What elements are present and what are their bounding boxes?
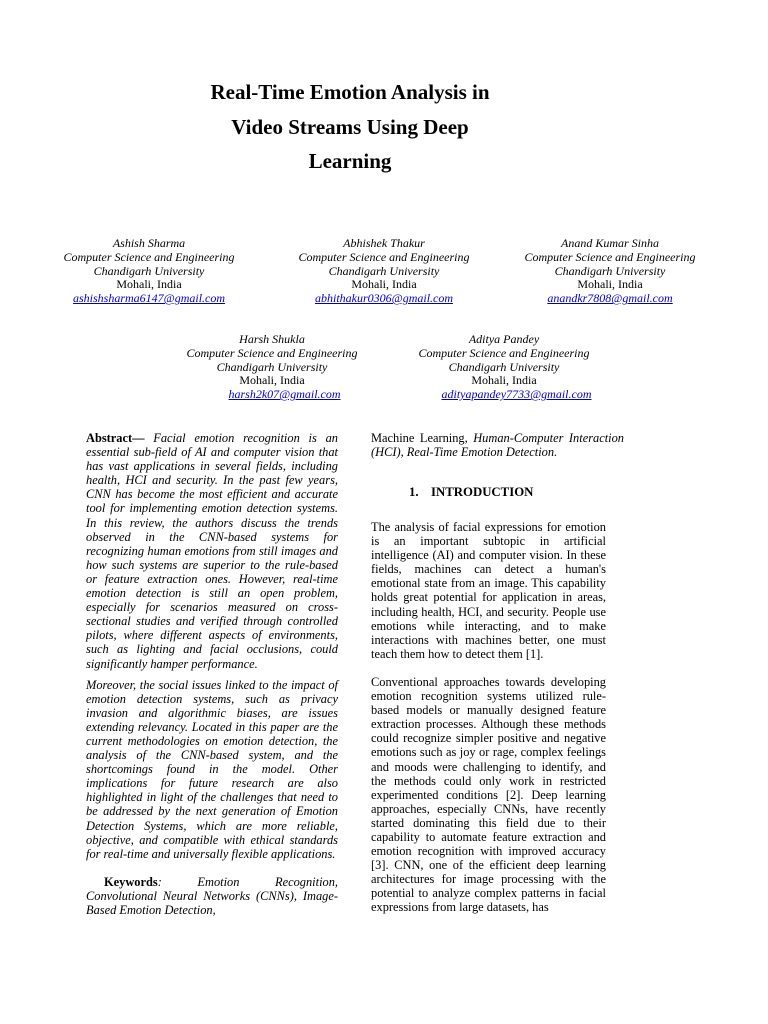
author-university: Chandigarh University: [216, 359, 328, 374]
author-university: Chandigarh University: [554, 263, 666, 278]
keywords-cont-italic: Human-Computer Interaction (HCI), Real-Time Emotion Detection.: [371, 431, 624, 460]
author-location: Mohali, India: [577, 277, 643, 292]
author-block-2: [269, 237, 499, 306]
title-line-3: Learning: [308, 149, 392, 173]
author-dept: Computer Science and Engineering: [298, 249, 470, 264]
author-dept: Computer Science and Engineering: [524, 249, 696, 264]
author-name: Aditya Pandey: [468, 332, 540, 346]
title-line-1: Real-Time Emotion Analysis in: [210, 80, 490, 104]
author-name: Ashish Sharma: [112, 236, 186, 250]
author-location: Mohali, India: [116, 277, 182, 292]
keywords-continuation: [371, 431, 624, 459]
keywords-text: : Emotion Recognition, Convolutional Neural Networks (CNNs), Image-Based Emotion Detection,: [86, 874, 338, 917]
title-line-2: Video Streams Using Deep: [231, 115, 469, 139]
abstract-paragraph-2: Moreover, the social issues linked to the impact of emotion detection systems, such as privacy invasion and algorithmic biases, are issues extending relevancy. Located in this paper are the current methodologies on emotion detection, the analysis of the CNN-based system, and the shortcomings found in the model. Other implications for future research are also highlighted in light of the challenges that need to be addressed by the next generation of Emotion Detection Systems, which are more reliable, objective, and compatible with ethical standards for real-time and universally flexible applications.: [86, 677, 338, 861]
keywords-label: Keywords: [104, 874, 158, 889]
author-dept: Computer Science and Engineering: [186, 345, 358, 360]
author-email-link[interactable]: adityapandey7733@gmail.com: [441, 387, 592, 402]
author-location: Mohali, India: [471, 373, 537, 388]
intro-paragraph-2: Conventional approaches towards developing emotion recognition systems utilized rule-based models or manually designed feature extraction processes. Although these methods could recognize simpler positive and negative emotions such as joy or rage, complex feelings and moods were challenging to identify, and the methods could only work in restricted experimented conditions [2]. Deep learning approaches, especially CNNs, have recently started dominating this field due to their capability to automate feature extraction and emotion recognition with improved accuracy [3]. CNN, one of the efficient deep learning architectures for image processing with the potential to analyze complex patterns in facial expressions from large datasets, has: [371, 674, 606, 915]
abstract-section: [86, 431, 338, 917]
abstract-paragraph-1: [86, 431, 338, 671]
author-name: Harsh Shukla: [239, 332, 305, 346]
author-block-1: [34, 237, 264, 306]
author-dept: Computer Science and Engineering: [63, 249, 235, 264]
author-location: Mohali, India: [239, 373, 305, 388]
section-heading-introduction: [409, 485, 533, 500]
author-dept: Computer Science and Engineering: [418, 345, 590, 360]
author-block-4: [157, 333, 387, 402]
author-name: Abhishek Thakur: [343, 236, 425, 250]
introduction-body: [371, 520, 606, 915]
author-block-5: [389, 333, 619, 402]
author-email-link[interactable]: harsh2k07@gmail.com: [228, 387, 341, 402]
author-email-link[interactable]: anandkr7808@gmail.com: [547, 291, 673, 306]
abstract-text-1: Facial emotion recognition is an essential sub-field of AI and computer vision that has vast applications in several fields, including health, HCI and security. In the past few years, CNN has become the most efficient and accurate tool for implementing emotion detection systems. In this review, the authors discuss the trends observed in the CNN-based systems for recognizing human emotions from still images and how such systems are superior to the rule-based or feature extraction ones. However, real-time emotion detection is still an open problem, especially for scenarios measured on cross-sectional studies and verified through controlled pilots, where different aspects of environments, such as lighting and facial occlusions, could significantly hamper performance.: [86, 431, 338, 671]
author-email-link[interactable]: abhithakur0306@gmail.com: [314, 291, 454, 306]
author-location: Mohali, India: [351, 277, 417, 292]
section-number: 1.: [409, 485, 419, 499]
section-title: INTRODUCTION: [431, 485, 534, 499]
abstract-label: Abstract—: [86, 431, 145, 445]
author-university: Chandigarh University: [93, 263, 205, 278]
author-university: Chandigarh University: [328, 263, 440, 278]
author-name: Anand Kumar Sinha: [560, 236, 659, 250]
author-university: Chandigarh University: [448, 359, 560, 374]
intro-paragraph-1: The analysis of facial expressions for emotion is an important subtopic in artificial intelligence (AI) and computer vision. In these fields, machines can detect a human's emotional state from an image. This capability holds great potential for application in areas, including health, HCI, and security. People use emotions while interacting, and to make interactions with machines better, one must teach them how to detect them [1].: [371, 520, 606, 661]
keywords-paragraph: [86, 875, 338, 917]
author-block-3: [495, 237, 725, 306]
author-email-link[interactable]: ashishsharma6147@gmail.com: [72, 291, 226, 306]
keywords-cont-plain: Machine Learning,: [371, 431, 468, 445]
